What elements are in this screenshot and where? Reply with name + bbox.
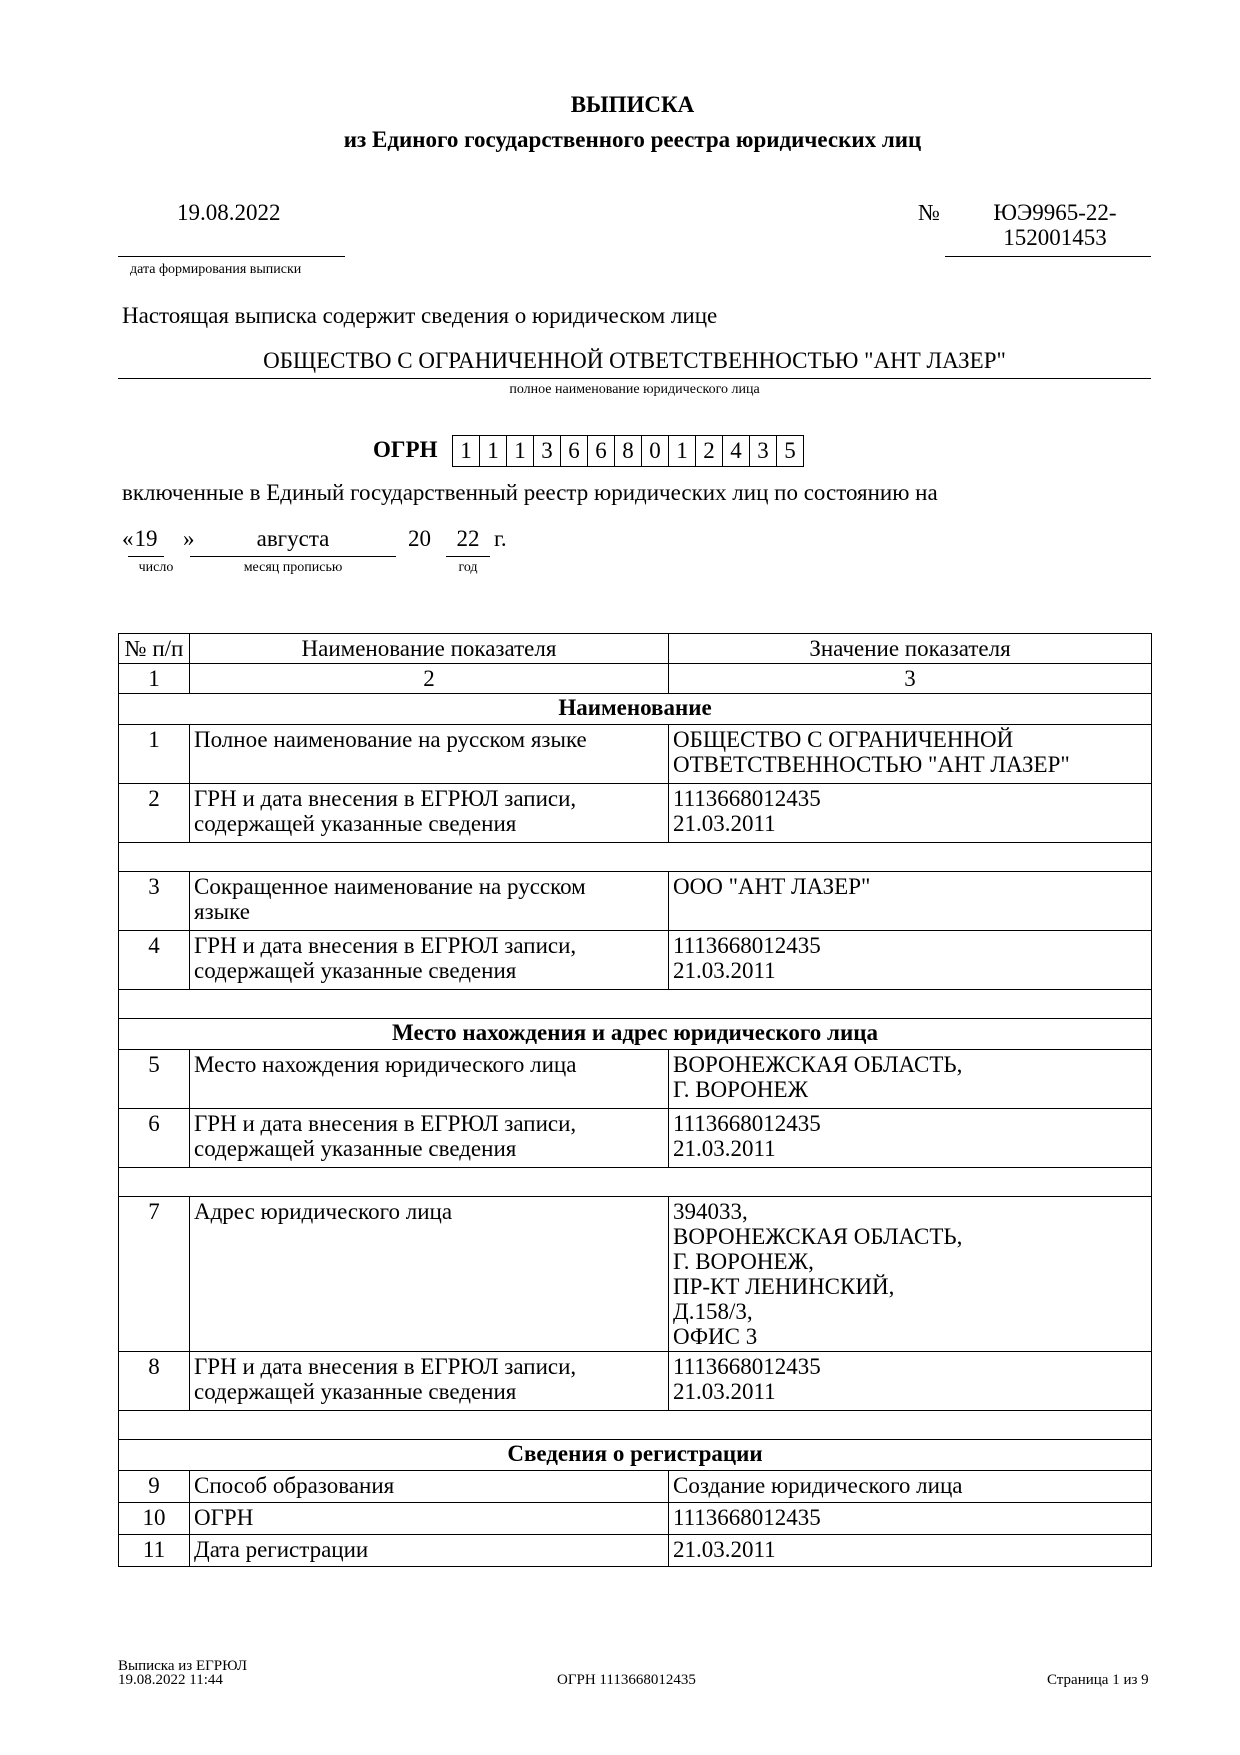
table-row [119,1352,1152,1411]
table-row [119,1535,1152,1567]
table-row [119,1471,1152,1503]
ogrn-digit: 3 [534,435,561,467]
header-indicator-name: Наименование показателя [190,634,669,664]
registry-table [118,633,1152,1567]
formation-date: 19.08.2022 [177,200,281,225]
table-row [119,784,1152,843]
footer-page-number: Страница 1 из 9 [1047,1672,1149,1688]
year-underline [446,556,490,557]
row-indicator-value: 394033, ВОРОНЕЖСКАЯ ОБЛАСТЬ, Г. ВОРОНЕЖ, ПР-КТ ЛЕНИНСКИЙ, Д.158/3, ОФИС 3 [669,1197,1152,1352]
row-indicator-value: 21.03.2011 [669,1535,1152,1567]
ogrn-digit: 6 [561,435,588,467]
row-number: 5 [119,1050,190,1109]
row-indicator-name: Сокращенное наименование на русском языке [190,872,669,931]
organization-full-name: ОБЩЕСТВО С ОГРАНИЧЕННОЙ ОТВЕТСТВЕННОСТЬЮ "АНТ ЛАЗЕР" [263,348,1006,373]
header-indicator-value: Значение показателя [669,634,1152,664]
state-date-century: 20 [408,526,431,551]
ogrn-digit: 1 [453,435,480,467]
intro-text: Настоящая выписка содержит сведения о юридическом лице [122,303,718,328]
table-header-row [119,634,1152,664]
row-indicator-value: 1113668012435 21.03.2011 [669,1109,1152,1168]
row-number: 6 [119,1109,190,1168]
formation-date-caption: дата формирования выписки [130,262,302,277]
ogrn-digit: 2 [696,435,723,467]
table-row [119,872,1152,931]
extract-number [950,200,1160,250]
state-date-suffix: г. [494,526,507,551]
date-close-quote: » [183,526,195,551]
spacer-cell [119,843,1152,872]
row-indicator-name: ГРН и дата внесения в ЕГРЮЛ записи, содержащей указанные сведения [190,1109,669,1168]
row-number: 3 [119,872,190,931]
number-sign: № [918,200,940,225]
extract-number-line1: ЮЭ9965-22- [993,200,1117,225]
row-number: 4 [119,931,190,990]
row-number: 2 [119,784,190,843]
section-title: Место нахождения и адрес юридического лица [119,1019,1152,1050]
numbering-col-3: 3 [669,664,1152,694]
spacer-cell [119,1411,1152,1440]
table-row [119,931,1152,990]
footer-doc-name: Выписка из ЕГРЮЛ [118,1658,247,1674]
footer-ogrn: ОГРН 1113668012435 [557,1672,696,1688]
table-row [119,1503,1152,1535]
state-date-month: августа [256,526,330,551]
state-date-day: 19 [134,526,158,551]
organization-name-caption: полное наименование юридического лица [509,382,760,397]
table-section-row [119,694,1152,725]
row-indicator-name: Полное наименование на русском языке [190,725,669,784]
formation-date-underline [118,256,345,257]
row-number: 11 [119,1535,190,1567]
table-row [119,1197,1152,1352]
row-number: 8 [119,1352,190,1411]
row-indicator-name: ГРН и дата внесения в ЕГРЮЛ записи, содержащей указанные сведения [190,931,669,990]
row-indicator-name: ОГРН [190,1503,669,1535]
row-indicator-name: Дата регистрации [190,1535,669,1567]
table-spacer-row [119,1411,1152,1440]
ogrn-digit: 1 [507,435,534,467]
month-caption: месяц прописью [243,560,343,575]
table-section-row [119,1440,1152,1471]
row-number: 10 [119,1503,190,1535]
registry-table-body [119,634,1152,1567]
document-subtitle: из Единого государственного реестра юридических лиц [343,127,922,152]
state-date-year: 22 [456,526,480,551]
organization-name-underline [118,378,1151,379]
table-spacer-row [119,843,1152,872]
row-number: 7 [119,1197,190,1352]
row-indicator-value: 1113668012435 21.03.2011 [669,1352,1152,1411]
row-indicator-name: ГРН и дата внесения в ЕГРЮЛ записи, содержащей указанные сведения [190,784,669,843]
table-row [119,1109,1152,1168]
header-number: № п/п [119,634,190,664]
row-number: 9 [119,1471,190,1503]
spacer-cell [119,990,1152,1019]
spacer-cell [119,1168,1152,1197]
table-numbering-row [119,664,1152,694]
row-indicator-value: 1113668012435 [669,1503,1152,1535]
table-row [119,725,1152,784]
row-indicator-name: Способ образования [190,1471,669,1503]
row-indicator-name: Место нахождения юридического лица [190,1050,669,1109]
table-row [119,1050,1152,1109]
row-indicator-value: ВОРОНЕЖСКАЯ ОБЛАСТЬ, Г. ВОРОНЕЖ [669,1050,1152,1109]
date-open-quote: « [122,526,134,551]
row-indicator-value: 1113668012435 21.03.2011 [669,931,1152,990]
month-underline [190,556,396,557]
ogrn-digit: 4 [723,435,750,467]
footer-timestamp: 19.08.2022 11:44 [118,1672,223,1688]
row-indicator-name: Адрес юридического лица [190,1197,669,1352]
ogrn-digit-boxes [452,435,804,467]
section-title: Сведения о регистрации [119,1440,1152,1471]
included-text: включенные в Единый государственный реестр юридических лиц по состоянию на [122,480,938,505]
ogrn-digit: 1 [480,435,507,467]
row-number: 1 [119,725,190,784]
year-caption: год [458,560,478,575]
row-indicator-value: ОБЩЕСТВО С ОГРАНИЧЕННОЙ ОТВЕТСТВЕННОСТЬЮ "АНТ ЛАЗЕР" [669,725,1152,784]
ogrn-digit: 6 [588,435,615,467]
ogrn-digit: 3 [750,435,777,467]
day-caption: число [138,560,174,575]
ogrn-label: ОГРН [373,437,438,462]
row-indicator-value: Создание юридического лица [669,1471,1152,1503]
ogrn-digit: 5 [777,435,804,467]
extract-number-underline [945,256,1151,257]
document-title: ВЫПИСКА [570,92,695,117]
extract-number-line2: 152001453 [1003,225,1107,250]
table-spacer-row [119,990,1152,1019]
numbering-col-1: 1 [119,664,190,694]
ogrn-digit: 0 [642,435,669,467]
numbering-col-2: 2 [190,664,669,694]
row-indicator-name: ГРН и дата внесения в ЕГРЮЛ записи, содержащей указанные сведения [190,1352,669,1411]
day-underline [128,556,164,557]
row-indicator-value: ООО "АНТ ЛАЗЕР" [669,872,1152,931]
table-spacer-row [119,1168,1152,1197]
section-title: Наименование [119,694,1152,725]
ogrn-digit: 1 [669,435,696,467]
row-indicator-value: 1113668012435 21.03.2011 [669,784,1152,843]
ogrn-digit: 8 [615,435,642,467]
table-section-row [119,1019,1152,1050]
